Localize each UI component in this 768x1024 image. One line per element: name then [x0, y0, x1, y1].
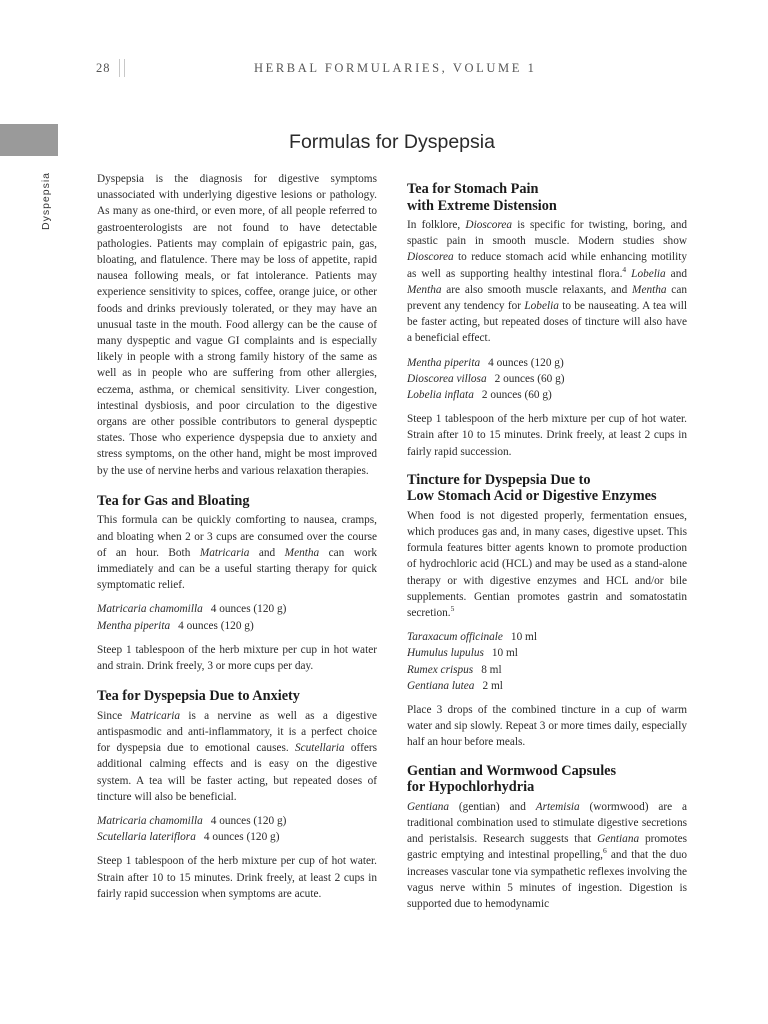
section-directions: Place 3 drops of the combined tincture in a cup of warm water and sip slowly. Repeat 3 or more times daily, especially half an hour before meals.	[407, 704, 687, 749]
book-title: HERBAL FORMULARIES, VOLUME 1	[254, 61, 537, 75]
herb-name: Gentiana lutea	[407, 679, 475, 692]
section-gas-bloating	[97, 493, 377, 674]
herb-name: Matricaria chamomilla	[97, 814, 203, 827]
herb-line	[407, 371, 687, 387]
footnote-ref: 6	[603, 846, 607, 856]
herb-line	[97, 829, 377, 845]
right-column	[407, 181, 687, 920]
herb-amount: 4 ounces (120 g)	[210, 603, 287, 616]
herb-amount: 10 ml	[510, 631, 537, 644]
herb-amount: 4 ounces (120 g)	[178, 619, 254, 632]
herb-list	[407, 629, 687, 694]
running-head	[0, 59, 768, 79]
section-heading: Tea for Gas and Bloating	[97, 492, 250, 509]
section-body: In folklore, Dioscorea is specific for twisting, boring, and spastic pain in smooth muscle. Modern studies show Dioscorea to reduce stomach acid while enhancing motility as well as supporting healthy intestinal flora.$^4$ Lobelia and Mentha are also smooth muscle relaxants, and Mentha can prevent any tendency for Lobelia to be nauseating. A tea will be faster acting, but repeated doses of tincture will also have a beneficial effect.	[407, 219, 687, 345]
section-heading: Tincture for Dyspepsia Due to Low Stomach Acid or Digestive Enzymes	[407, 471, 657, 505]
section-low-acid	[407, 472, 687, 751]
section-anxiety	[97, 688, 377, 902]
section-heading: Gentian and Wormwood Capsules for Hypochlorhydria	[407, 762, 617, 796]
herb-amount: 10 ml	[491, 647, 518, 660]
footnote-ref: 5	[450, 604, 455, 614]
page-number: 28	[96, 61, 111, 75]
herb-amount: 8 ml	[481, 663, 502, 676]
herb-name: Rumex crispus	[407, 663, 474, 676]
section-heading: Tea for Dyspepsia Due to Anxiety	[97, 688, 300, 705]
herb-name: Scutellaria lateriflora	[97, 831, 196, 844]
chapter-title: Formulas for Dyspepsia	[289, 131, 495, 153]
herb-amount: 4 ounces (120 g)	[203, 831, 280, 844]
herb-name: Humulus lupulus	[407, 647, 484, 660]
herb-line	[407, 645, 687, 661]
herb-list	[97, 601, 377, 633]
chapter-tab-marker	[0, 124, 58, 156]
herb-amount: 4 ounces (120 g)	[210, 814, 287, 827]
herb-list	[97, 813, 377, 845]
herb-amount: 2 ounces (60 g)	[494, 372, 565, 385]
herb-line	[97, 813, 377, 829]
footnote-ref: 4	[622, 264, 627, 274]
left-column	[97, 171, 377, 910]
section-capsules	[407, 763, 687, 912]
herb-name: Lobelia inflata	[407, 389, 474, 402]
section-body: Since Matricaria is a nervine as well as a digestive antispasmodic and anti-inflammatory, it is a perfect choice for dyspepsia due to emotional causes. Scutellaria offers additional calming effects and is easy on the digestive system. A tea will be faster acting, but repeated doses of tincture will also be beneficial.	[97, 709, 377, 803]
section-distension	[407, 181, 687, 460]
herb-line	[97, 618, 377, 634]
herb-amount: 2 ounces (60 g)	[481, 389, 552, 402]
section-directions: Steep 1 tablespoon of the herb mixture per cup of hot water. Strain after 10 to 15 minutes. Drink freely, at least 2 cups in fairly rapid succession when symptoms are acute.	[97, 855, 377, 900]
herb-line	[97, 601, 377, 617]
section-body: This formula can be quickly comforting to nausea, cramps, and bloating when 2 or 3 cups are consumed over the course of an hour. Both Matricaria and Mentha can work immediately and can be a useful starting therapy for quick symptomatic relief.	[97, 514, 377, 592]
side-section-label: Dyspepsia	[40, 171, 52, 230]
section-directions: Steep 1 tablespoon of the herb mixture per cup of hot water. Strain after 10 to 15 minutes. Drink freely, at least 2 cups in fairly rapid succession.	[407, 413, 687, 458]
herb-name: Matricaria chamomilla	[97, 603, 203, 616]
herb-amount: 2 ml	[482, 679, 503, 692]
herb-name: Taraxacum officinale	[407, 631, 503, 644]
intro-paragraph: Dyspepsia is the diagnosis for digestive symptoms unassociated with underlying digestive lesions or pathology. As many as one-third, or even more, of all people referred to gastroenterologists are not found to have detectable pathologies. Patients may complain of epigastric pain, gas, bloating, and flatulence. There may be loss of appetite, rapid nausea following meals, or fat intolerance. Patients may experience sensitivity to spices, coffee, orange juice, or other foods and drinks previously tolerated, or they may have an unusual taste in the mouth. Food allergy can be the cause of many dyspeptic and vague GI complaints and is especially likely in people with a strong family history of the same as well as in people who are suffering from other allergies, eczema, asthma, or chemical sensitivity. Liver congestion, intestinal dysbiosis, and poor circulation to the digestive organs are other possible contributors to general dyspeptic states. Those who experience dyspepsia due to anxiety and stress symptoms, on the other hand, might be most improved by the use of nervine herbs and various relaxation therapies.	[97, 173, 377, 477]
herb-name: Mentha piperita	[407, 356, 481, 369]
herb-line	[407, 662, 687, 678]
section-heading: Tea for Stomach Pain with Extreme Distension	[407, 181, 557, 214]
herb-name: Dioscorea villosa	[407, 372, 487, 385]
herb-line	[407, 387, 687, 403]
herb-name: Mentha piperita	[97, 619, 171, 632]
herb-line	[407, 678, 687, 694]
section-directions: Steep 1 tablespoon of the herb mixture per cup in hot water and strain. Drink freely, 3 or more cups per day.	[97, 643, 377, 672]
herb-line	[407, 355, 687, 371]
herb-amount: 4 ounces (120 g)	[488, 356, 564, 369]
herb-line	[407, 629, 687, 645]
running-head-divider	[119, 59, 125, 77]
section-body: Gentiana (gentian) and Artemisia (wormwood) are a traditional combination used to stimulate digestive secretions and peristalsis. Research suggests that Gentiana promotes gastric emptying and intestinal propelling,$^6$ and that the duo increases vascular tone via sympathetic reflexes involving the vagus nerve within 5 minutes of ingestion. Digestion is supported due to hemodynamic	[407, 800, 687, 910]
herb-list	[407, 355, 687, 404]
section-body: When food is not digested properly, fermentation ensues, which produces gas and, in many cases, digestive upset. This formula features bitter agents known to promote production of hydrochloric acid (HCL) and may be used as a stand-alone therapy or with digestive enzymes and HCL and/or bile supplements. Gentian promotes gastrin and somatostatin secretion.$^5$	[407, 509, 687, 620]
